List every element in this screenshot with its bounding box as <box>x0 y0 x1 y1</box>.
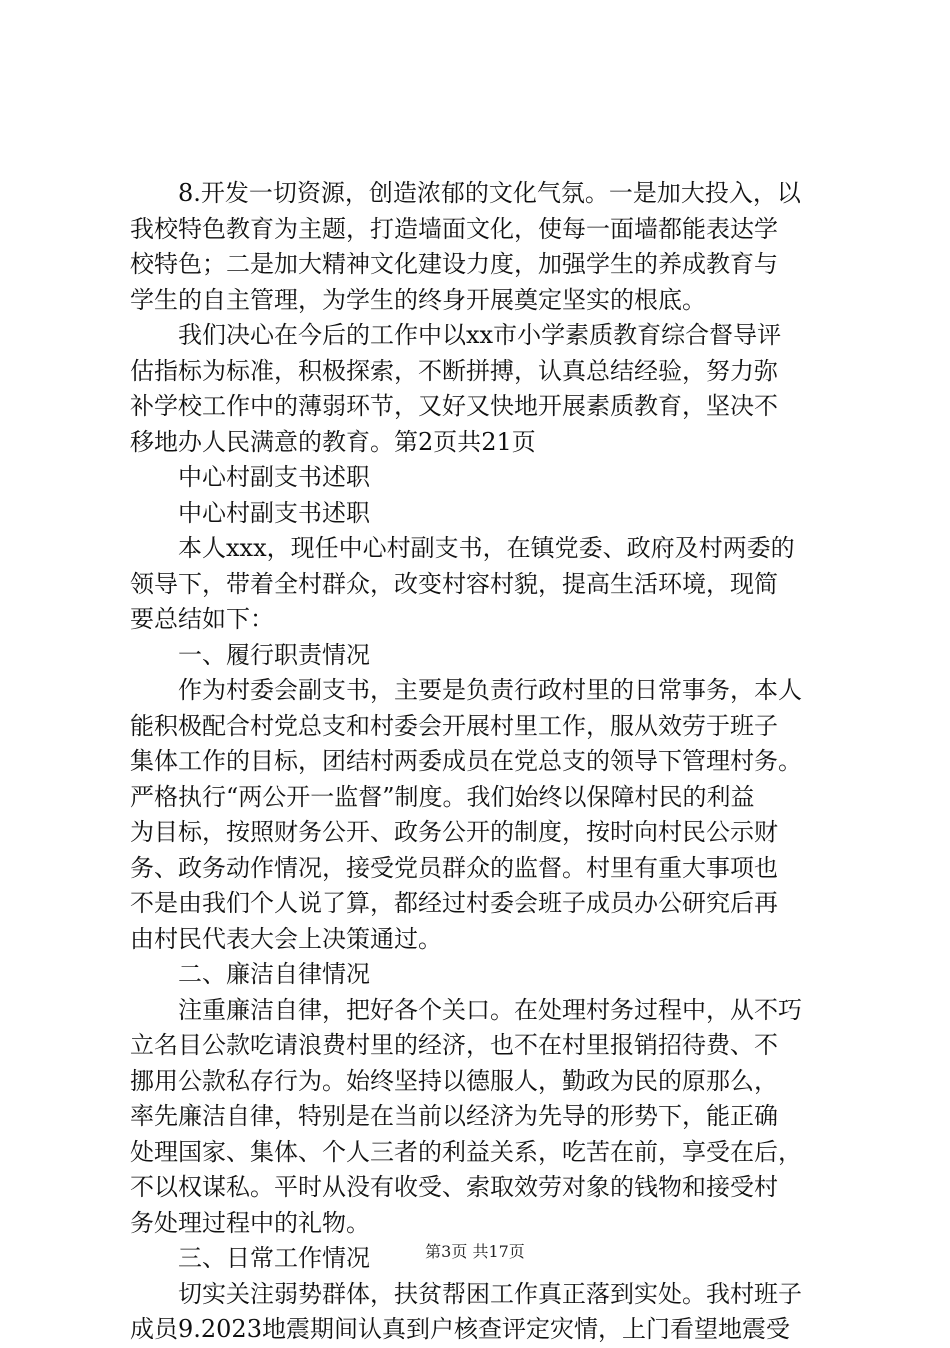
document-body <box>130 176 830 1348</box>
text-line: 严格执行“两公开一监督”制度。我们始终以保障村民的利益 <box>130 782 755 811</box>
text-line: 要总结如下： <box>130 605 274 633</box>
text-line: 不以权谋私。平时从没有收受、索取效劳对象的钱物和接受村 <box>130 1173 778 1201</box>
text-line: 作为村委会副支书，主要是负责行政村里的日常事务，本人 <box>178 676 802 704</box>
text-line: 挪用公款私存行为。始终坚持以德服人，勤政为民的原那么， <box>130 1066 778 1095</box>
text-line: 率先廉洁自律，特别是在当前以经济为先导的形势下，能正确 <box>130 1102 778 1130</box>
text-line: 务处理过程中的礼物。 <box>130 1208 370 1237</box>
text-line: 8.开发一切资源，创造浓郁的文化气氛。一是加大投入，以 <box>178 179 801 207</box>
page-footer: 第3页 共17页 <box>425 1242 525 1261</box>
text-line: 中心村副支书述职 <box>178 498 370 527</box>
text-line: 切实关注弱势群体，扶贫帮困工作真正落到实处。我村班子 <box>178 1279 802 1308</box>
text-line: 补学校工作中的薄弱环节，又好又快地开展素质教育，坚决不 <box>130 392 778 420</box>
text-line: 由村民代表大会上决策通过。 <box>130 924 442 953</box>
text-line: 我们决心在今后的工作中以xx市小学素质教育综合督导评 <box>178 321 782 349</box>
text-line: 务、政务动作情况，接受党员群众的监督。村里有重大事项也 <box>130 853 778 882</box>
text-line: 立名目公款吃请浪费村里的经济，也不在村里报销招待费、不 <box>130 1031 778 1059</box>
text-line: 我校特色教育为主题，打造墙面文化，使每一面墙都能表达学 <box>130 214 778 243</box>
text-line: 三、日常工作情况 <box>178 1244 370 1272</box>
text-line: 移地办人民满意的教育。第2页共21页 <box>130 427 536 456</box>
text-line: 为目标，按照财务公开、政务公开的制度，按时向村民公示财 <box>130 818 778 846</box>
text-line: 估指标为标准，积极探索，不断拼搏，认真总结经验，努力弥 <box>130 356 778 385</box>
text-line: 本人xxx，现任中心村副支书，在镇党委、政府及村两委的 <box>178 534 795 562</box>
text-line: 学生的自主管理，为学生的终身开展奠定坚实的根底。 <box>130 285 706 314</box>
text-line: 不是由我们个人说了算，都经过村委会班子成员办公研究后再 <box>130 889 778 917</box>
text-line: 集体工作的目标，团结村两委成员在党总支的领导下管理村务。 <box>130 747 802 775</box>
text-line: 二、廉洁自律情况 <box>178 960 370 988</box>
text-line: 中心村副支书述职 <box>178 463 370 491</box>
text-line: 领导下，带着全村群众，改变村容村貌，提高生活环境，现简 <box>130 569 778 598</box>
text-line: 校特色；二是加大精神文化建设力度，加强学生的养成教育与 <box>130 250 778 278</box>
text-line: 成员9.2023地震期间认真到户核查评定灾情，上门看望地震受 <box>130 1315 790 1343</box>
text-line: 能积极配合村党总支和村委会开展村里工作，服从效劳于班子 <box>130 711 778 740</box>
text-line: 一、履行职责情况 <box>178 640 370 669</box>
text-line: 处理国家、集体、个人三者的利益关系，吃苦在前，享受在后， <box>130 1137 802 1166</box>
text-line: 注重廉洁自律，把好各个关口。在处理村务过程中，从不巧 <box>178 995 802 1024</box>
